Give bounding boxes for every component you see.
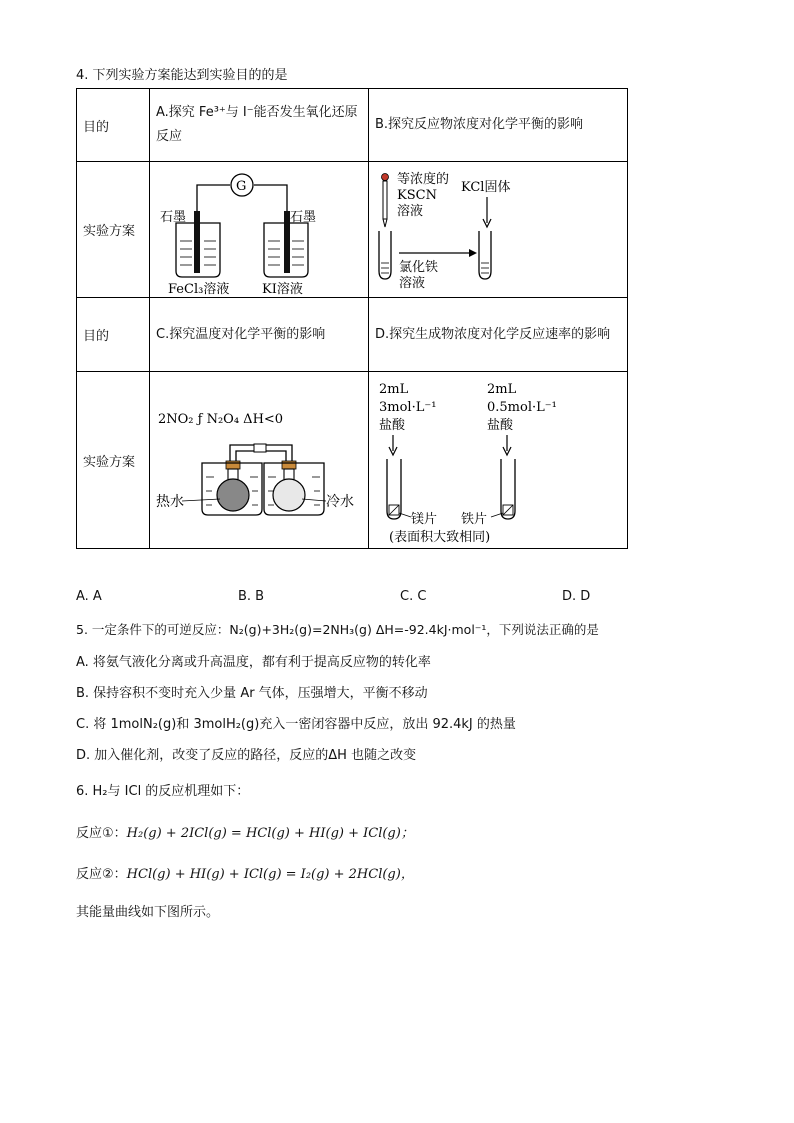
equilibrium-equation: 2NO₂ ƒ N₂O₄ ΔH<0 <box>158 411 284 427</box>
electrode-left-label: 石墨 <box>160 209 187 225</box>
electrode-right-label: 石墨 <box>290 209 317 225</box>
aim-a: A.探究 Fe³⁺与 I⁻能否发生氧化还原反应 <box>150 89 369 162</box>
solution-right-label: KI溶液 <box>262 281 303 297</box>
right-acid: 盐酸 <box>487 417 514 433</box>
cold-water-label: 冷水 <box>326 493 354 510</box>
iron-label: 铁片 <box>461 511 488 527</box>
right-volume: 2mL <box>487 381 517 397</box>
question-5-title: 5. 一定条件下的可逆反应：N₂(g)+3H₂(g)=2NH₃(g) ΔH=-92.4kJ·mol⁻¹，下列说法正确的是 <box>76 622 599 637</box>
question-4-title: 4. 下列实验方案能达到实验目的的是 <box>76 68 288 83</box>
aim-c: C.探究温度对化学平衡的影响 <box>150 298 369 372</box>
table-row <box>77 372 628 549</box>
table-row <box>77 298 628 372</box>
dropper-label-3: 溶液 <box>397 203 424 219</box>
question-6-title: 6. H₂与 ICl 的反应机理如下： <box>76 784 250 799</box>
magnesium-label: 镁片 <box>411 511 438 527</box>
option-a: A. A <box>76 589 102 604</box>
right-concentration: 0.5mol·L⁻¹ <box>487 399 557 415</box>
reaction-1-label: 反应①： <box>76 826 127 841</box>
option-b: B. B <box>238 589 265 604</box>
reaction-1 <box>76 822 414 841</box>
dropper-label-1: 等浓度的 <box>397 171 450 187</box>
solution-left-label: FeCl₃溶液 <box>168 281 230 297</box>
q5-option-b: B. 保持容积不变时充入少量 Ar 气体，压强增大，平衡不移动 <box>76 686 428 701</box>
row-label-aim: 目的 <box>77 89 150 162</box>
solution-label-2: 溶液 <box>399 275 426 291</box>
q5-option-a: A. 将氨气液化分离或升高温度，都有利于提高反应物的转化率 <box>76 655 431 670</box>
q5-option-d: D. 加入催化剂，改变了反应的路径，反应的ΔH 也随之改变 <box>76 748 417 763</box>
q5-option-c: C. 将 1molN₂(g)和 3molH₂(g)充入一密闭容器中反应，放出 92.4kJ 的热量 <box>76 717 516 732</box>
solution-label-1: 氯化铁 <box>399 259 439 275</box>
aim-d: D.探究生成物浓度对化学反应速率的影响 <box>369 298 628 372</box>
figure-a-galvanic-cell <box>150 162 369 298</box>
meter-label: G <box>236 178 247 194</box>
aim-b: B.探究反应物浓度对化学平衡的影响 <box>369 89 628 162</box>
figure-c-flasks <box>150 372 369 549</box>
figure-d-acid-tubes <box>369 372 628 549</box>
left-concentration: 3mol·L⁻¹ <box>379 399 437 415</box>
option-d: D. D <box>562 589 591 604</box>
reaction-2 <box>76 863 414 882</box>
dropper-label-2: KSCN <box>397 187 437 203</box>
energy-curve-note: 其能量曲线如下图所示。 <box>76 905 220 920</box>
option-c: C. C <box>400 589 427 604</box>
surface-note: (表面积大致相同) <box>389 529 491 545</box>
hot-water-label: 热水 <box>156 493 184 510</box>
solid-label: KCl固体 <box>461 179 511 195</box>
figure-b-test-tubes <box>369 162 628 298</box>
row-label-aim: 目的 <box>77 298 150 372</box>
dropper-icon <box>382 173 389 180</box>
reaction-2-label: 反应②： <box>76 867 127 882</box>
reaction-1-equation: H₂(g) + 2ICl(g) = HCl(g) + HI(g) + ICl(g)； <box>126 826 414 841</box>
row-label-plan: 实验方案 <box>77 372 150 549</box>
row-label-plan: 实验方案 <box>77 162 150 298</box>
left-acid: 盐酸 <box>379 417 406 433</box>
table-row <box>77 162 628 298</box>
left-volume: 2mL <box>379 381 409 397</box>
reaction-2-equation: HCl(g) + HI(g) + ICl(g) = I₂(g) + 2HCl(g)， <box>126 867 414 882</box>
table-row <box>77 89 628 162</box>
experiment-table <box>76 88 628 549</box>
